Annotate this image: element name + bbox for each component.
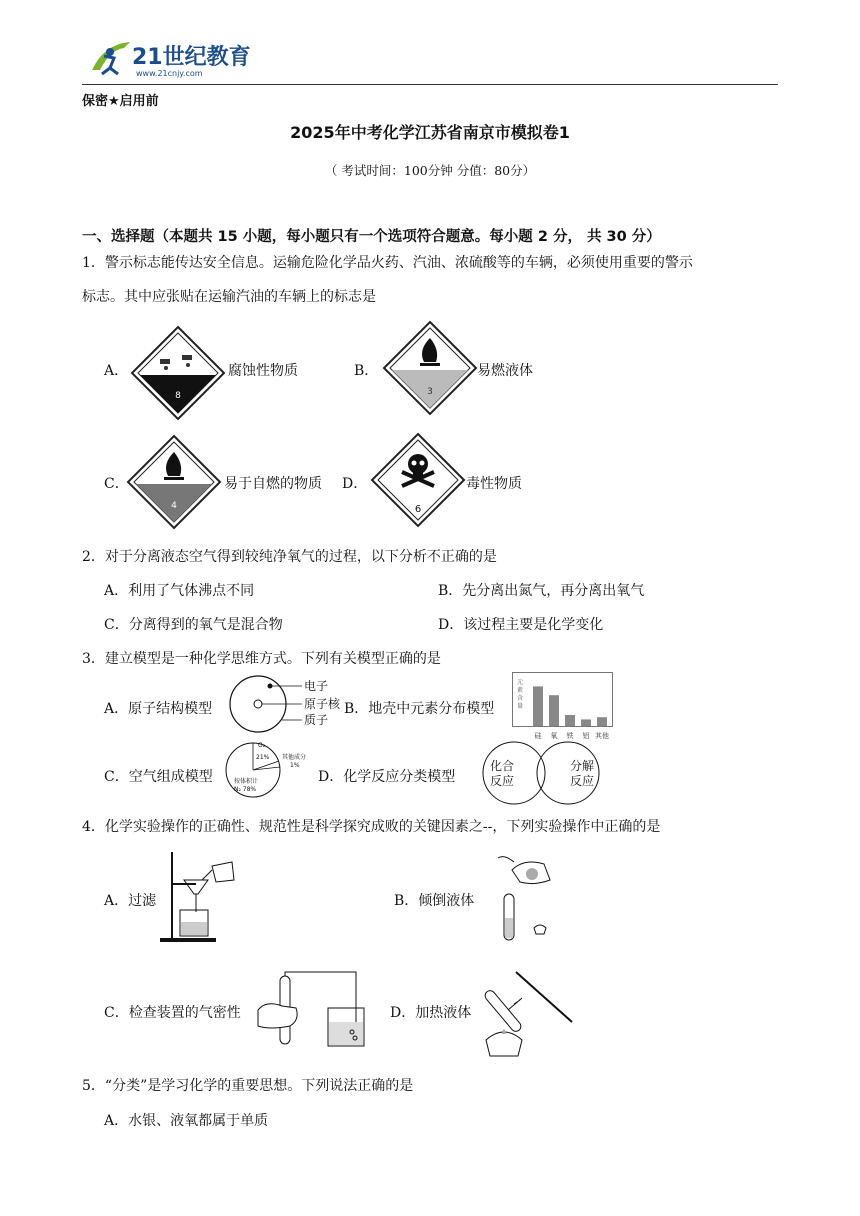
logo-text: 21世纪教育 — [132, 45, 251, 70]
pouring-liquid-icon — [484, 852, 558, 948]
air-label-other-pct: 1% — [290, 762, 300, 769]
sign-number-d: 6 — [414, 504, 422, 515]
exam-title: 2025年中考化学江苏省南京市模拟卷1 — [290, 123, 570, 142]
flammable-liquid-sign-icon — [382, 320, 478, 420]
q1-option-d-label: 毒性物质 — [466, 476, 522, 492]
q1-option-c-letter[interactable]: C． — [104, 476, 129, 492]
corrosive-sign-icon — [130, 325, 226, 425]
chart-tick-label-2: 铁 — [566, 732, 574, 740]
chart-ylabel-0: 元 — [517, 679, 524, 686]
q5-stem: 5．“分类”是学习化学的重要思想。下列说法正确的是 — [82, 1078, 414, 1094]
q2-stem: 2．对于分离液态空气得到较纯净氧气的过程，以下分析不正确的是 — [82, 549, 497, 565]
header-divider — [82, 84, 778, 85]
section-heading: 一、选择题（本题共 15 小题，每小题只有一个选项符合题意。每小题 2 分， 共 30 分） — [82, 229, 661, 245]
chart-tick-label-3: 铝 — [582, 732, 590, 740]
reaction-right-1: 分解 — [570, 759, 595, 773]
air-label-n2-note: 按体积计 — [234, 778, 259, 785]
chart-bar-0 — [533, 686, 543, 726]
air-label-other: 其他成分 — [282, 754, 307, 761]
chart-tick-label-0: 硅 — [534, 732, 542, 740]
spontaneous-combustion-sign-icon — [126, 434, 222, 534]
toxic-sign-icon — [370, 432, 466, 532]
q1-option-c-label: 易于自燃的物质 — [224, 476, 322, 492]
atom-label-electron: 电子 — [304, 679, 329, 693]
exam-subtitle: （ 考试时间：100分钟 分值：80分） — [324, 163, 536, 178]
air-label-o2-pct: 21% — [256, 754, 270, 761]
atom-label-proton: 质子 — [304, 713, 329, 727]
chart-ylabel-2: 含 — [517, 695, 524, 702]
atom-label-nucleus: 原子核 — [304, 697, 341, 711]
q4-option-c[interactable]: C．检查装置的气密性 — [104, 1005, 241, 1021]
heating-liquid-icon — [478, 960, 578, 1064]
secret-label: 保密★启用前 — [82, 94, 159, 109]
q1-option-a-letter[interactable]: A． — [104, 363, 129, 379]
filtration-apparatus-icon — [156, 848, 240, 948]
reaction-left-1: 化合 — [490, 759, 515, 773]
chart-ylabel-1: 素 — [517, 687, 524, 694]
chart-ylabel-3: 量 — [517, 703, 524, 710]
airtightness-check-icon — [256, 970, 368, 1054]
q1-option-d-letter[interactable]: D． — [342, 476, 368, 492]
chart-tick-label-4: 其他 — [595, 732, 609, 740]
sign-number-a: 8 — [175, 391, 181, 401]
q1-option-a-label: 腐蚀性物质 — [228, 363, 298, 379]
logo-url: www.21cnjy.com — [136, 69, 203, 78]
chart-bar-3 — [581, 719, 591, 726]
reaction-classification-figure — [472, 740, 612, 810]
q1-line2: 标志。其中应张贴在运输汽油的车辆上的标志是 — [82, 289, 376, 305]
q4-option-d[interactable]: D．加热液体 — [390, 1005, 472, 1021]
q2-option-d[interactable]: D．该过程主要是化学变化 — [438, 617, 604, 633]
reaction-left-2: 反应 — [490, 774, 515, 788]
q3-stem: 3．建立模型是一种化学思维方式。下列有关模型正确的是 — [82, 651, 441, 667]
q3-option-a[interactable]: A．原子结构模型 — [104, 701, 213, 717]
air-label-n2: N₂ 78% — [234, 786, 257, 793]
q3-option-d[interactable]: D．化学反应分类模型 — [318, 769, 456, 785]
logo — [84, 34, 254, 82]
q3-option-c[interactable]: C．空气组成模型 — [104, 769, 213, 785]
q3-option-b[interactable]: B．地壳中元素分布模型 — [344, 701, 495, 717]
q2-option-a[interactable]: A．利用了气体沸点不同 — [104, 583, 255, 599]
q4-option-a[interactable]: A．过滤 — [104, 893, 157, 909]
air-label-o2: O₂ — [258, 742, 266, 749]
sign-number-c: 4 — [171, 501, 177, 511]
reaction-right-2: 反应 — [570, 774, 595, 788]
q2-option-c[interactable]: C．分离得到的氧气是混合物 — [104, 617, 283, 633]
q1-option-b-letter[interactable]: B． — [354, 363, 379, 379]
q5-option-a[interactable]: A．水银、液氧都属于单质 — [104, 1113, 269, 1129]
chart-tick-label-1: 氧 — [550, 732, 558, 740]
sign-number-b: 3 — [427, 387, 433, 397]
atom-model-figure — [224, 674, 348, 738]
chart-bar-2 — [565, 715, 575, 726]
q1-option-b-label: 易燃液体 — [477, 363, 533, 379]
chart-bar-4 — [597, 717, 607, 726]
q4-option-b[interactable]: B．倾倒液体 — [394, 893, 475, 909]
crust-element-chart — [512, 672, 614, 746]
q2-option-b[interactable]: B．先分离出氮气，再分离出氧气 — [438, 583, 645, 599]
chart-bar-1 — [549, 695, 559, 726]
q4-stem: 4．化学实验操作的正确性、规范性是科学探究成败的关键因素之--，下列实验操作中正确的是 — [82, 819, 661, 835]
air-composition-figure — [224, 741, 316, 803]
q1-line1: 1．警示标志能传达安全信息。运输危险化学品火药、汽油、浓硫酸等的车辆，必须使用重要的警示 — [82, 255, 693, 271]
